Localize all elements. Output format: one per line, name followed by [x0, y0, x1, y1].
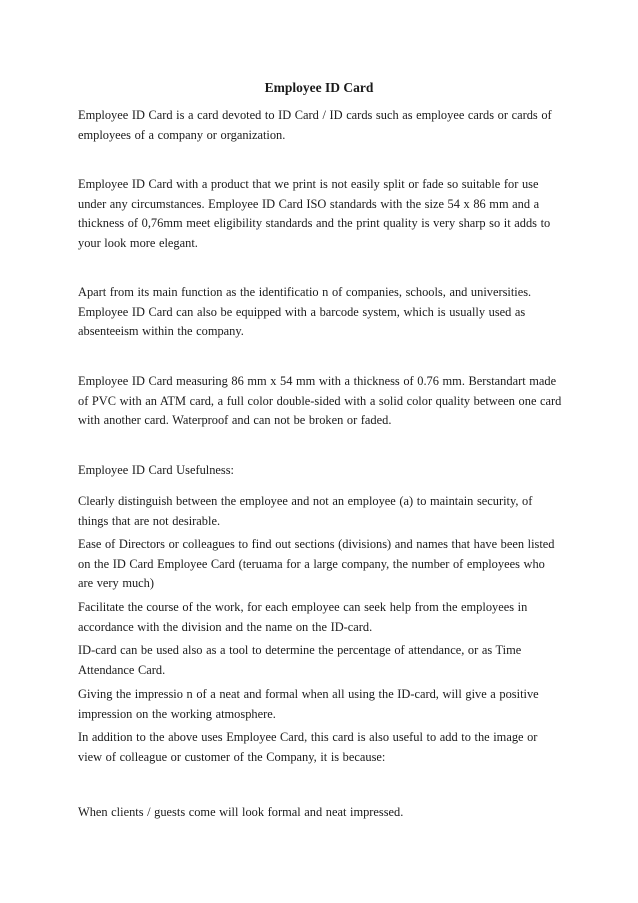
paragraph-usefulness-4: ID-card can be used also as a tool to determine the percentage of attendance, or as Time Attendance Card. — [78, 643, 522, 677]
paragraph-usefulness-5: Giving the impressio n of a neat and formal when all using the ID-card, will give a positive impression on the working atmosphere. — [78, 687, 539, 721]
paragraph-measurements: Employee ID Card measuring 86 mm x 54 mm with a thickness of 0.76 mm. Berstandart made of PVC with an ATM card, a full color double-sided with a solid color quality between one card with another card. Waterproof and can not be broken or faded. — [78, 374, 562, 427]
paragraph-clients-guests: When clients / guests come will look formal and neat impressed. — [78, 805, 404, 819]
paragraph-usefulness-2: Ease of Directors or colleagues to find out sections (divisions) and names that have been listed on the ID Card Employee Card (teruama for a large company, the number of employees who are very much) — [78, 537, 555, 590]
paragraph-usefulness-1: Clearly distinguish between the employee and not an employee (a) to maintain security, of things that are not desirable. — [78, 494, 533, 528]
paragraph-intro: Employee ID Card is a card devoted to ID Card / ID cards such as employee cards or cards of employees of a company or organization. — [78, 108, 552, 142]
document-title: Employee ID Card — [264, 80, 374, 95]
paragraph-usefulness-6: In addition to the above uses Employee Card, this card is also useful to add to the image or view of colleague or customer of the Company, it is because: — [78, 730, 538, 764]
paragraph-usefulness-heading: Employee ID Card Usefulness: — [78, 463, 235, 477]
paragraph-product-quality: Employee ID Card with a product that we print is not easily split or fade so suitable for use under any circumstances. Employee ID Card ISO standards with the size 54 x 86 mm and a thickness of 0,76mm meet eligibility standards and the print quality is very sharp so it adds to your look more elegant. — [78, 177, 551, 250]
paragraph-main-function: Apart from its main function as the identificatio n of companies, schools, and universities. Employee ID Card can also be equipped with a barcode system, which is usually used as absenteeism within the company. — [78, 285, 532, 338]
paragraph-usefulness-3: Facilitate the course of the work, for each employee can seek help from the employees in accordance with the division and the name on the ID-card. — [78, 600, 528, 634]
